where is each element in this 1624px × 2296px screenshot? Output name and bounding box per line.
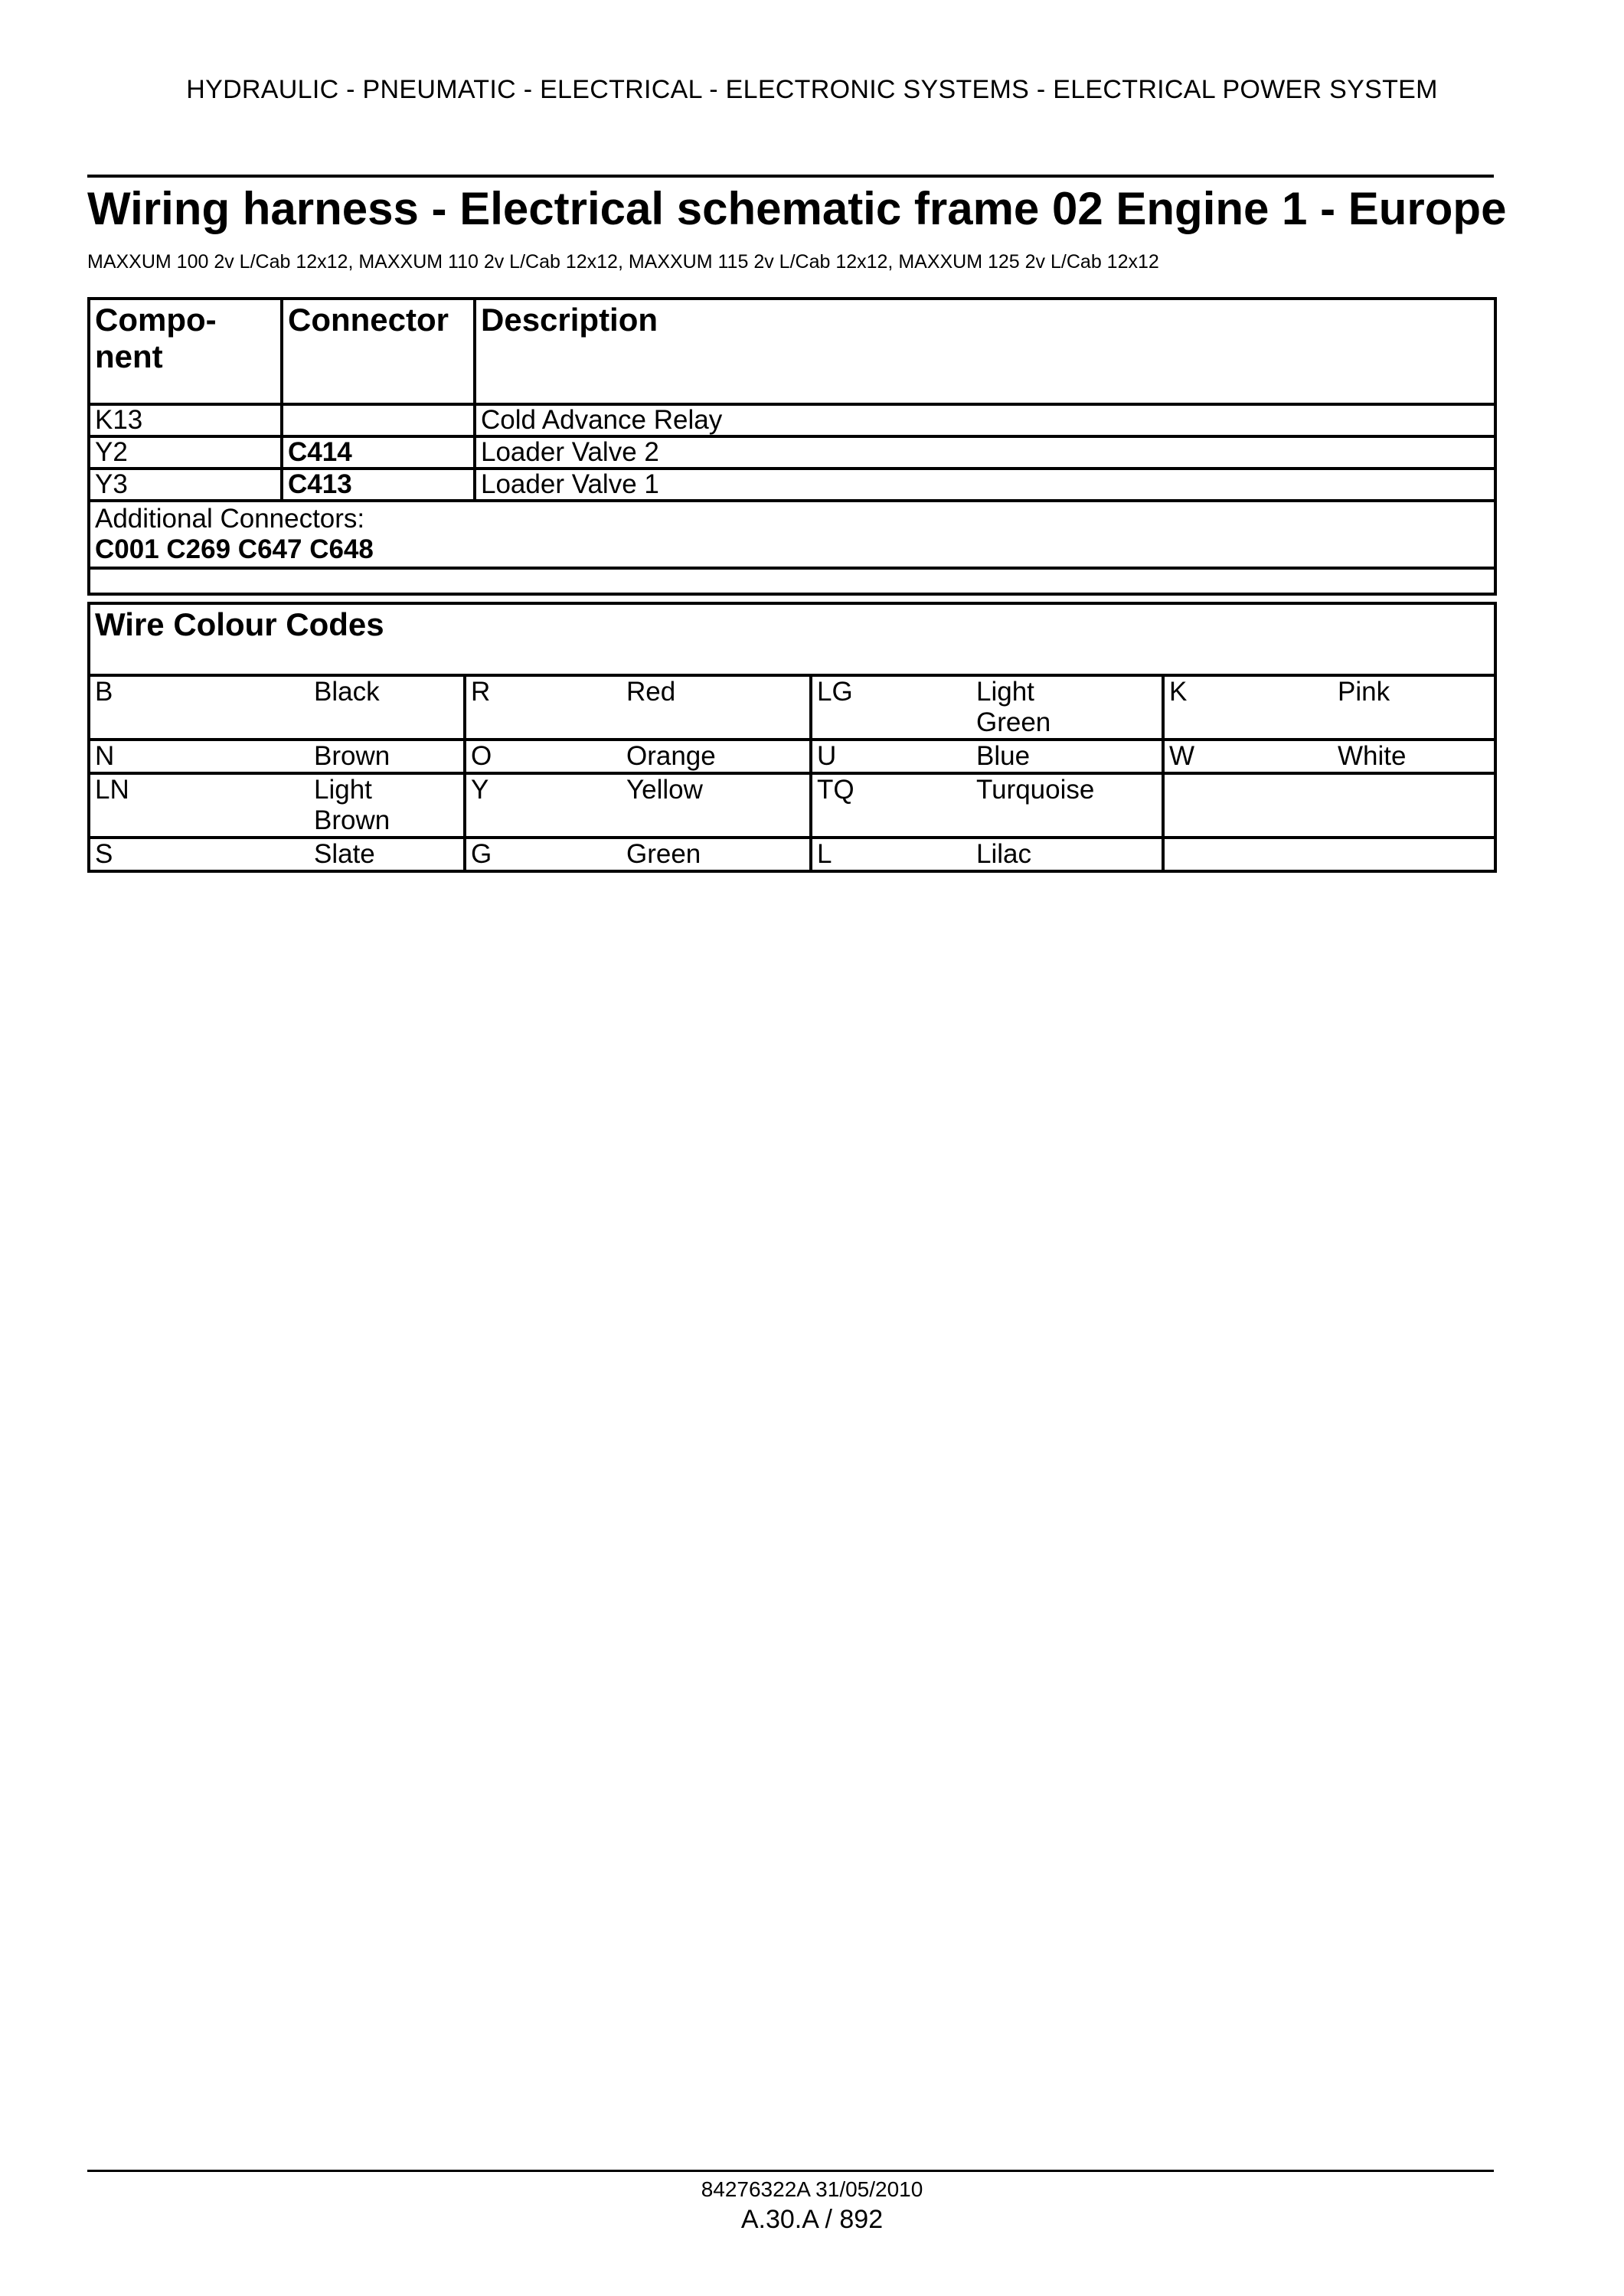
additional-connectors-cell <box>89 501 1495 568</box>
component-id: Y3 <box>89 469 282 501</box>
component-description: Loader Valve 2 <box>475 436 1495 469</box>
colour-code: S <box>89 838 309 871</box>
colour-name: White <box>1333 740 1495 773</box>
page-number: A.30.A / 892 <box>740 2205 884 2234</box>
colour-name: Turquoise <box>972 773 1163 838</box>
colour-name: Pink <box>1333 675 1495 740</box>
colour-code: L <box>811 838 972 871</box>
additional-connectors-row <box>89 501 1495 568</box>
colour-code: Y <box>465 773 622 838</box>
colour-name: Light Brown <box>309 773 465 838</box>
top-rule <box>87 175 1494 178</box>
colour-name: Orange <box>622 740 811 773</box>
colour-code <box>1163 773 1333 838</box>
component-description: Cold Advance Relay <box>475 404 1495 436</box>
colour-name: Blue <box>972 740 1163 773</box>
component-table <box>87 297 1497 596</box>
colour-name: Light Green <box>972 675 1163 740</box>
table-row <box>89 675 1495 740</box>
colour-code: K <box>1163 675 1333 740</box>
colour-name: Black <box>309 675 465 740</box>
document-reference: 84276322A 31/05/2010 <box>701 2177 923 2201</box>
colour-name <box>1333 773 1495 838</box>
table-row <box>89 436 1495 469</box>
table-row <box>89 740 1495 773</box>
connector-id: C414 <box>282 436 475 469</box>
colour-code: LG <box>811 675 972 740</box>
colour-code: N <box>89 740 309 773</box>
section-header: HYDRAULIC - PNEUMATIC - ELECTRICAL - ELECTRONIC SYSTEMS - ELECTRICAL POWER SYSTEM <box>186 75 1438 104</box>
colour-name: Slate <box>309 838 465 871</box>
colour-name: Lilac <box>972 838 1163 871</box>
model-list: MAXXUM 100 2v L/Cab 12x12, MAXXUM 110 2v L/Cab 12x12, MAXXUM 115 2v L/Cab 12x12, MAXXUM 125 2v L/Cab 12x12 <box>87 251 1159 273</box>
table-row <box>89 838 1495 871</box>
colour-code: R <box>465 675 622 740</box>
table-row <box>89 773 1495 838</box>
table-spacer-row <box>89 568 1495 594</box>
colour-name <box>1333 838 1495 871</box>
colour-name: Yellow <box>622 773 811 838</box>
component-column-header: Compo- nent <box>89 299 282 404</box>
component-description: Loader Valve 1 <box>475 469 1495 501</box>
colour-name: Green <box>622 838 811 871</box>
wire-colour-header-row <box>89 603 1495 675</box>
bottom-rule <box>87 2170 1494 2172</box>
page-title: Wiring harness - Electrical schematic frame 02 Engine 1 - Europe <box>87 183 1507 234</box>
table-row <box>89 469 1495 501</box>
component-table-header <box>89 299 1495 404</box>
connector-column-header: Connector <box>282 299 475 404</box>
colour-code: W <box>1163 740 1333 773</box>
colour-code: U <box>811 740 972 773</box>
colour-code: B <box>89 675 309 740</box>
colour-code: G <box>465 838 622 871</box>
connector-id <box>282 404 475 436</box>
additional-connectors-list: C001 C269 C647 C648 <box>95 534 374 564</box>
colour-name: Brown <box>309 740 465 773</box>
description-column-header: Description <box>475 299 1495 404</box>
colour-code <box>1163 838 1333 871</box>
colour-code: O <box>465 740 622 773</box>
wire-colour-title: Wire Colour Codes <box>89 603 1495 675</box>
connector-id: C413 <box>282 469 475 501</box>
colour-name: Red <box>622 675 811 740</box>
colour-code: LN <box>89 773 309 838</box>
wire-colour-table <box>87 602 1497 873</box>
table-row <box>89 404 1495 436</box>
component-id: K13 <box>89 404 282 436</box>
component-id: Y2 <box>89 436 282 469</box>
additional-connectors-label: Additional Connectors: <box>95 504 365 534</box>
colour-code: TQ <box>811 773 972 838</box>
